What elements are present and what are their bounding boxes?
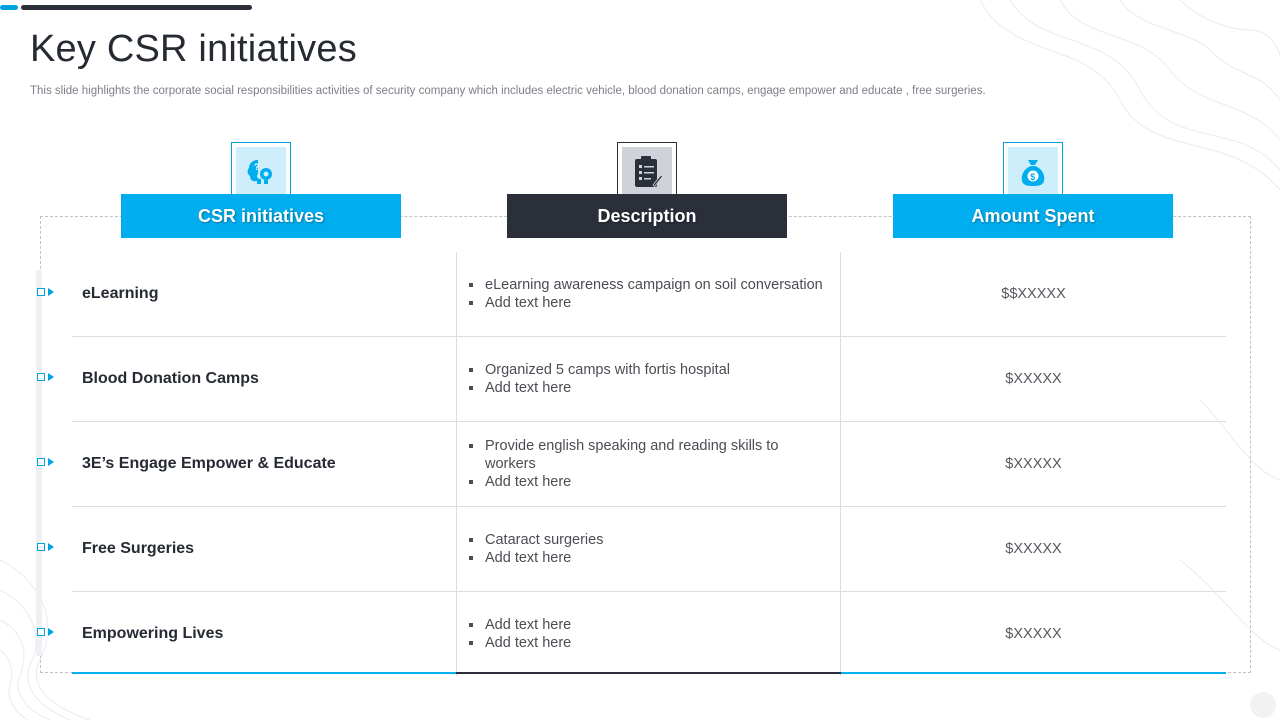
table-row	[72, 422, 1226, 507]
top-accent-bar	[0, 5, 18, 10]
slide-subtitle: This slide highlights the corporate social responsibilities activities of security company which includes electric vehicle, blood donation camps, engage empower and educate , free surgeries.	[30, 85, 986, 97]
initiative-amount: $XXXXX	[1005, 626, 1062, 642]
row-marker	[37, 373, 54, 381]
play-arrow-icon	[48, 288, 54, 296]
square-bullet-icon	[37, 628, 45, 636]
table-bottom-accent-middle	[456, 672, 841, 674]
top-divider-bar	[21, 5, 252, 10]
table-row	[72, 252, 1226, 337]
play-arrow-icon	[48, 458, 54, 466]
square-bullet-icon	[37, 458, 45, 466]
header-csr-initiatives: CSR initiatives	[121, 194, 401, 238]
play-arrow-icon	[48, 373, 54, 381]
initiative-amount: $$XXXXX	[1001, 286, 1066, 302]
initiative-amount: $XXXXX	[1005, 456, 1062, 472]
row-marker	[37, 543, 54, 551]
initiative-name: Blood Donation Camps	[82, 370, 259, 387]
table-bottom-accent-left	[72, 672, 456, 674]
initiative-name: Empowering Lives	[82, 625, 224, 642]
initiative-description	[456, 252, 841, 336]
checklist-clipboard-icon	[631, 155, 663, 189]
description-bullet: Add text here	[485, 635, 572, 651]
description-bullet: eLearning awareness campaign on soil conversation	[485, 277, 823, 293]
play-arrow-icon	[48, 543, 54, 551]
initiative-amount: $XXXXX	[1005, 371, 1062, 387]
initiative-name: eLearning	[82, 285, 159, 302]
initiative-name: Free Surgeries	[82, 540, 195, 557]
table-row	[72, 507, 1226, 592]
money-bag-icon	[1017, 156, 1049, 188]
initiative-description	[456, 422, 841, 506]
description-bullet: Organized 5 camps with fortis hospital	[485, 362, 730, 378]
description-bullet: Add text here	[485, 549, 603, 567]
square-bullet-icon	[37, 288, 45, 296]
description-bullet: Add text here	[485, 379, 730, 397]
description-header-icon-box	[617, 142, 677, 202]
description-bullet: Add text here	[485, 617, 572, 633]
play-arrow-icon	[48, 628, 54, 636]
table-row	[72, 592, 1226, 676]
svg-text:$: $	[1030, 172, 1036, 182]
description-bullet: Provide english speaking and reading skills to workers	[485, 437, 815, 473]
header-amount-spent: Amount Spent	[893, 194, 1173, 238]
initiative-name: 3E’s Engage Empower & Educate	[82, 455, 336, 472]
description-bullet: Cataract surgeries	[485, 532, 604, 548]
initiative-description	[456, 337, 841, 421]
svg-text:?: ?	[254, 162, 260, 172]
slide-title: Key CSR initiatives	[30, 28, 357, 70]
initiative-description	[456, 507, 841, 591]
amount-header-icon-box	[1003, 142, 1063, 202]
square-bullet-icon	[37, 543, 45, 551]
header-description: Description	[507, 194, 787, 238]
row-marker	[37, 458, 54, 466]
row-marker	[37, 628, 54, 636]
slide-corner-dot	[1250, 692, 1276, 718]
table-row	[72, 337, 1226, 422]
description-bullet: Add text here	[485, 473, 815, 491]
row-marker	[37, 288, 54, 296]
initiatives-header-icon-box	[231, 142, 291, 202]
initiative-description	[456, 592, 841, 676]
initiatives-table	[72, 252, 1226, 676]
initiative-amount: $XXXXX	[1005, 541, 1062, 557]
square-bullet-icon	[37, 373, 45, 381]
table-bottom-accent-right	[841, 672, 1226, 674]
description-bullet: Add text here	[485, 294, 823, 312]
brain-lightbulb-icon	[244, 155, 278, 189]
